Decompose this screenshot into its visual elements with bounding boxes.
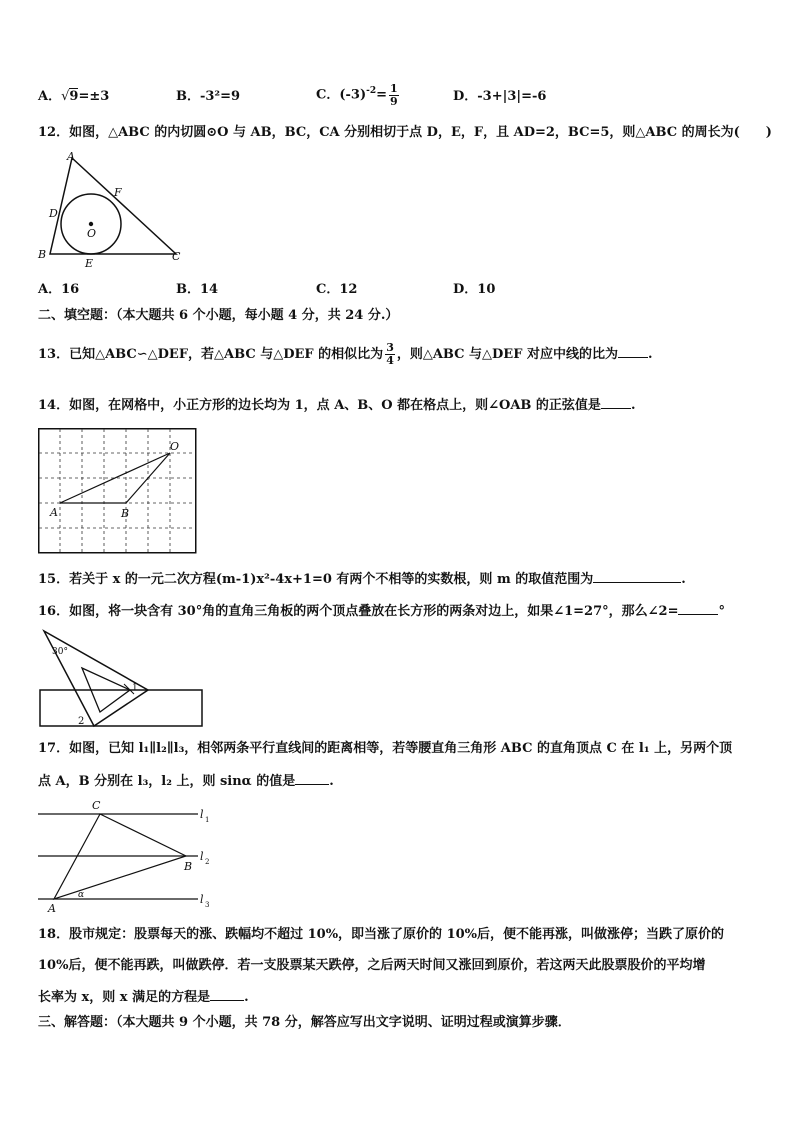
- label-c: C: [92, 799, 101, 812]
- label-o: O: [170, 440, 180, 453]
- q12-option-d: D．10: [453, 282, 496, 297]
- label-c: C: [172, 250, 181, 263]
- label-d: D: [49, 207, 58, 220]
- q16-body: 16．如图，将一块含有 30°角的直角三角板的两个顶点叠放在长方形的两条对边上，如果∠1=27°，那么∠2=: [38, 604, 679, 619]
- q11-radicand: 9: [69, 89, 79, 104]
- section-2-heading: 二、填空题：（本大题共 6 个小题，每小题 4 分，共 24 分.）: [38, 308, 399, 323]
- q12-text: 12．如图，△ABC 的内切圆⊙O 与 AB，BC，CA 分别相切于点 D，E，F，且 AD=2，BC=5，则△ABC 的周长为( ): [38, 125, 772, 140]
- label-e: E: [85, 257, 94, 270]
- q14-body: 14．如图，在网格中，小正方形的边长均为 1，点 A、B、O 都在格点上，则∠OAB 的正弦值是: [38, 398, 601, 413]
- answer-blank: [601, 396, 631, 409]
- label-f: F: [114, 186, 122, 199]
- q13-text: [38, 339, 653, 371]
- q11-option-c: [316, 82, 401, 108]
- q12-figure: [36, 148, 186, 270]
- label-a: A: [67, 150, 75, 163]
- label-l2-subscript: 2: [205, 858, 210, 866]
- q14-text: [38, 396, 635, 415]
- label-l2: l: [200, 850, 204, 863]
- q13-suffix: ，则△ABC 与△DEF 对应中线的比为: [396, 347, 618, 362]
- q15-end: .: [681, 572, 686, 587]
- q13-prefix: 13．已知△ABC∽△DEF，若△ABC 与△DEF 的相似比为: [38, 347, 384, 362]
- q11-option-c-fraction: [389, 83, 399, 108]
- q12-option-a: A．16: [38, 282, 80, 297]
- outer-triangle: [44, 631, 148, 726]
- answer-blank: [618, 345, 648, 358]
- q18-line-1: 18．股市规定：股票每天的涨、跌幅均不超过 10%，即当涨了原价的 10%后，便不能再涨，叫做涨停；当跌了原价的: [38, 927, 725, 942]
- label-b: B: [184, 860, 193, 873]
- q11-option-b: B．-3²=9: [176, 89, 241, 104]
- label-l1-subscript: 1: [205, 816, 210, 824]
- q11-option-d: D．-3+|3|=-6: [453, 89, 547, 104]
- parallel-lines-diagram: [36, 798, 216, 916]
- q11-option-a: [38, 88, 109, 106]
- answer-blank: [210, 988, 244, 1001]
- q13-fraction: [385, 342, 395, 367]
- q18-end: .: [244, 990, 249, 1005]
- q17-body: 点 A，B 分别在 l₃，l₂ 上，则 sinα 的值是: [38, 774, 296, 789]
- label-b: B: [121, 507, 130, 520]
- fraction-numerator: 3: [386, 341, 394, 354]
- label-30-degree: 30°: [52, 647, 68, 657]
- q12-option-b: B．14: [176, 282, 219, 297]
- sqrt-symbol: √: [61, 89, 70, 104]
- q15-body: 15．若关于 x 的一元二次方程(m-1)x²-4x+1=0 有两个不相等的实数根，则 m 的取值范围为: [38, 572, 594, 587]
- label-o: O: [87, 227, 97, 240]
- label-angle-1: 1: [132, 683, 138, 693]
- section-3-heading: 三、解答题：（本大题共 9 个小题，共 78 分，解答应写出文字说明、证明过程或演算步骤．: [38, 1015, 571, 1030]
- label-angle-2: 2: [78, 716, 85, 727]
- q18-line-3: [38, 988, 249, 1007]
- q16-figure: [38, 628, 204, 730]
- q12-option-c: C．12: [316, 282, 358, 297]
- q17-figure: [36, 798, 216, 916]
- label-alpha: α: [78, 890, 85, 900]
- label-b: B: [38, 248, 47, 261]
- q13-end: .: [647, 347, 653, 362]
- answer-blank: [295, 772, 329, 785]
- q11-option-c-base: C．(-3): [316, 87, 367, 103]
- q14-figure: [38, 428, 198, 554]
- set-square-diagram: [38, 628, 204, 730]
- q11-option-c-exponent: -2: [366, 86, 377, 96]
- label-l1: l: [200, 808, 204, 821]
- fraction-denominator: 4: [386, 354, 394, 367]
- q15-text: [38, 570, 686, 589]
- fraction-numerator: 1: [390, 82, 398, 95]
- answer-blank: [678, 602, 718, 615]
- answer-blank: [593, 570, 681, 583]
- q17-end: .: [329, 774, 334, 789]
- q14-end: .: [630, 398, 636, 413]
- q17-line-1: 17．如图，已知 l₁∥l₂∥l₃，相邻两条平行直线间的距离相等，若等腰直角三角形 ABC 的直角顶点 C 在 l₁ 上，另两个顶: [38, 741, 733, 756]
- grid-diagram: [38, 428, 198, 554]
- q11-option-a-label: A．: [38, 89, 62, 104]
- label-a: A: [50, 506, 58, 519]
- fraction-denominator: 9: [390, 95, 398, 108]
- q16-end: °: [718, 604, 725, 619]
- incircle-triangle-diagram: [36, 148, 186, 270]
- q17-line-2: [38, 772, 334, 791]
- label-l3-subscript: 3: [205, 901, 210, 909]
- label-a: A: [48, 902, 56, 915]
- q18-body: 长率为 x，则 x 满足的方程是: [38, 990, 211, 1005]
- label-l3: l: [200, 893, 204, 906]
- center-point: [89, 222, 93, 226]
- q18-line-2: 10%后，便不能再跌，叫做跌停．若一支股票某天跌停，之后两天时间又涨回到原价，若这两天此股票股价的平均增: [38, 958, 706, 973]
- q11-option-a-expr: =±3: [78, 89, 110, 104]
- triangle-abc: [50, 158, 176, 254]
- q11-option-c-eq: =: [376, 87, 387, 103]
- q16-text: [38, 602, 725, 621]
